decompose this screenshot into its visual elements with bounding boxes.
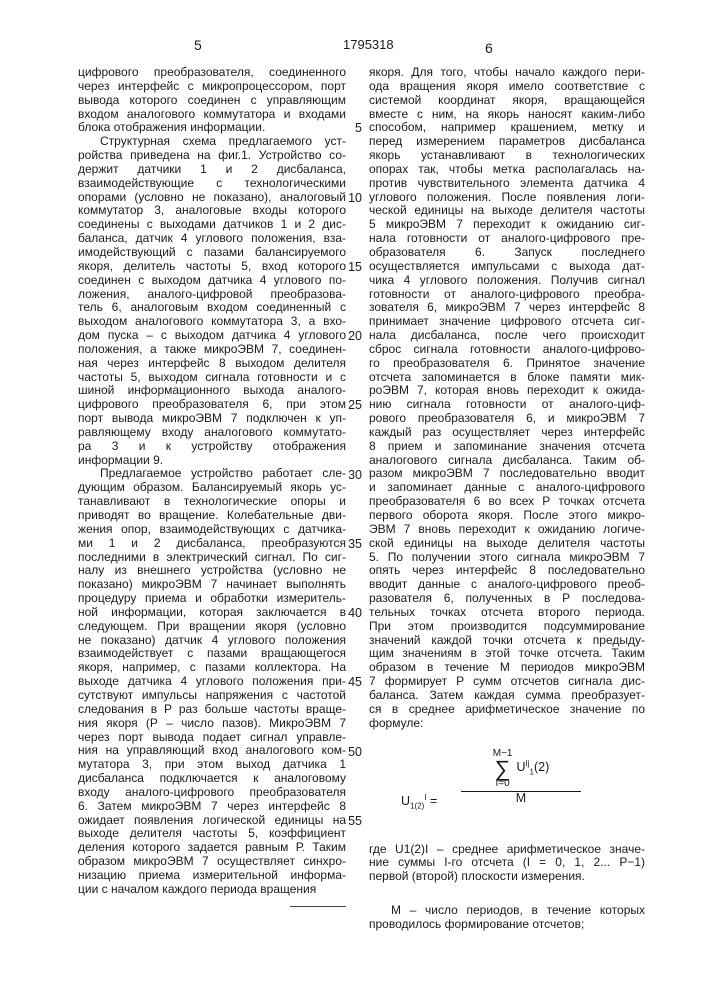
text-line: первой (второй) плоскости измерения. [369, 870, 645, 884]
text-line: следующем. При вращении якоря (условно [78, 620, 346, 634]
formula-superscript: I [424, 793, 426, 802]
text-line: образом микроЭВМ 7 осуществляет синхро- [78, 855, 346, 869]
text-line: деления которого задается равным Р. Таким [78, 841, 346, 855]
formula-numerator [461, 749, 581, 792]
text-line: образователя 6. Запуск последнего [369, 246, 645, 260]
text-line: взаимодействует с пазами вращающегося [78, 647, 346, 661]
text-line: якоря, например, с пазами коллектора. На [78, 661, 346, 675]
text-line: углового положения. После появления логи- [369, 191, 645, 205]
text-line: сброс сигнала готовности аналого-цифрово- [369, 343, 645, 357]
text-line: образом в течение М периодов микроЭВМ [369, 661, 645, 675]
text-line: ния якоря (Р – число пазов). МикроЭВМ 7 [78, 717, 346, 731]
column-end-rule [290, 906, 346, 907]
text-line: зователя 6, микроЭВМ 7 через интерфейс 8 [369, 301, 645, 315]
paragraph [78, 467, 346, 896]
text-line: шиной информационного выхода аналого- [78, 384, 346, 398]
line-number: 45 [344, 675, 362, 689]
text-line: ложения, аналого-цифровой преобразова- [78, 288, 346, 302]
text-line: Структурная схема предлагаемого уст- [78, 135, 346, 149]
text-line: вывода которого соединен с управляющим [78, 94, 346, 108]
text-line: рового преобразователя 6, и микроЭВМ 7 [369, 412, 645, 426]
text-line: разом микроЭВМ 7 последовательно вводит [369, 467, 645, 481]
text-line: последними в электрический сигнал. По сиг- [78, 551, 346, 565]
text-line: чика 4 углового положения. Получив сигнал [369, 274, 645, 288]
text-line: равляющему входу аналогового коммутато- [78, 426, 346, 440]
text-line: коммутатор 3, аналоговые входы которого [78, 204, 346, 218]
term-symbol: U [516, 760, 525, 774]
line-number: 55 [344, 814, 362, 828]
paragraph [78, 66, 346, 135]
text-line: показано) микроЭВМ 7 начинает выполнять [78, 578, 346, 592]
text-line: дующим образом. Балансируемый якорь ус- [78, 481, 346, 495]
formula-fraction [461, 749, 581, 806]
line-number: 20 [344, 329, 362, 343]
text-line: положения, а также микроЭВМ 7, соединен- [78, 343, 346, 357]
text-line: способом, например крашением, метку и [369, 121, 645, 135]
text-line: против чувствительного элемента датчика 4 [369, 177, 645, 191]
page-number-right: 6 [485, 40, 493, 56]
text-line: системой координат якоря, вращающейся [369, 94, 645, 108]
text-line: выходе датчика 4 углового положения при- [78, 675, 346, 689]
text-line: опорах так, чтобы метка располагалась на- [369, 163, 645, 177]
text-line: опорами (условно не показано), аналоговый [78, 191, 346, 205]
sum-operator [493, 749, 513, 789]
text-line: блока отображения информации. [78, 121, 346, 135]
line-number: 15 [344, 260, 362, 274]
sum-term [516, 757, 549, 780]
text-line: дом пуска – с выходом датчика 4 углового [78, 329, 346, 343]
text-line: нала дисбаланса, после чего происходит [369, 329, 645, 343]
text-line: вводит данные с аналого-цифрового преоб- [369, 578, 645, 592]
text-line: не показано) датчик 4 углового положения [78, 634, 346, 648]
line-number: 5 [344, 121, 362, 135]
text-line: 5 микроЭВМ 7 переходит к ожиданию сиг- [369, 218, 645, 232]
text-line: аналогового сигнала дисбаланса. Таким об- [369, 454, 645, 468]
text-line: принимает значение цифрового отсчета сиг- [369, 315, 645, 329]
text-line: через порт вывода подает сигнал управле- [78, 731, 346, 745]
text-line: входу аналого-цифрового преобразователя [78, 786, 346, 800]
text-line: имодействующий с пазами балансируемого [78, 246, 346, 260]
text-line: ра 3 и к устройству отображения [78, 440, 346, 454]
text-line: информации 9. [78, 454, 346, 468]
text-line: где U1(2)I – среднее арифметическое значе- [369, 843, 645, 857]
line-number: 35 [344, 537, 362, 551]
term-argument: (2) [534, 760, 549, 774]
text-line: ода вращения якоря имело соответствие с [369, 80, 645, 94]
term-superscript: Ij [526, 759, 530, 768]
sigma-symbol: ∑ [495, 759, 511, 779]
text-line: баланса, датчик 4 углового положения, вза- [78, 232, 346, 246]
text-line: приводят во вращение. Колебательные дви- [78, 509, 346, 523]
text-line: 8 прием и запоминание значения отсчета [369, 440, 645, 454]
formula-subscript: 1(2) [410, 801, 424, 810]
text-line: отсчета запоминается в блоке памяти мик- [369, 371, 645, 385]
text-line: При этом производится подсуммирование [369, 620, 645, 634]
text-line: жения опор, взаимодействующих с датчика- [78, 523, 346, 537]
text-line: взаимодействующие с технологическими [78, 177, 346, 191]
text-line: ми 1 и 2 дисбаланса, преобразуются [78, 537, 346, 551]
text-line: низацию приема измерительной информа- [78, 869, 346, 883]
text-line: ройства приведена на фиг.1. Устройство со- [78, 149, 346, 163]
text-line: ния на управляющий вход аналогового ком- [78, 744, 346, 758]
text-line: якорь устанавливают в технологических [369, 149, 645, 163]
right-text-column [369, 66, 645, 932]
page-number-left: 5 [194, 37, 202, 53]
text-line: 5. По получении этого сигнала микроЭВМ 7 [369, 551, 645, 565]
text-line: процедуру приема и обработки измеритель- [78, 592, 346, 606]
text-line: соединены с выходами датчиков 1 и 2 дис- [78, 218, 346, 232]
text-line: налу из внешнего устройства (условно не [78, 564, 346, 578]
text-line: 7 формирует Р сумм отсчетов сигнала дис- [369, 675, 645, 689]
text-line: тель 6, аналоговым входом соединенный с [78, 301, 346, 315]
term-subscript: 1 [530, 768, 534, 777]
line-number: 10 [344, 191, 362, 205]
text-line: перед измерением параметров дисбаланса [369, 135, 645, 149]
text-line: ние суммы I-го отсчета (I = 0, 1, 2... P−1) [369, 856, 645, 870]
text-line: щим значениям в этой точке отсчета. Таким [369, 647, 645, 661]
formula-lhs [401, 791, 437, 814]
text-line: преобразователя 6 во всех Р точках отсчета [369, 495, 645, 509]
text-line: цифрового преобразователя, соединенного [78, 66, 346, 80]
text-line: 6. Затем микроЭВМ 7 через интерфейс 8 [78, 800, 346, 814]
patent-number: 1795318 [343, 37, 394, 52]
text-line: входом аналогового коммутатора и входами [78, 108, 346, 122]
text-line: ожидает появления логической единицы на [78, 814, 346, 828]
text-line: роЭВМ 7, которая вновь переходит к ожида- [369, 384, 645, 398]
text-line: ной информации, которая заключается в [78, 606, 346, 620]
text-line: каждый раз осуществляет через интерфейс [369, 426, 645, 440]
line-number: 50 [344, 745, 362, 759]
text-line: выходе делителя частоты 5, коэффициент [78, 827, 346, 841]
text-line: опять через интерфейс 8 последовательно [369, 564, 645, 578]
text-line: цифрового преобразователя 6, при этом [78, 398, 346, 412]
paragraph [369, 66, 645, 731]
sum-upper-limit: M−1 [493, 749, 513, 759]
text-line: держит датчики 1 и 2 дисбаланса, [78, 163, 346, 177]
text-line: вместе с ним, на якорь наносят каким-либо [369, 108, 645, 122]
mean-formula [369, 731, 645, 843]
line-number: 25 [344, 398, 362, 412]
text-line: мутатора 3, при этом выход датчика 1 [78, 758, 346, 772]
text-line: якоря, делитель частоты 5, вход которого [78, 260, 346, 274]
text-line: М – число периодов, в течение которых [369, 904, 645, 918]
text-line: дисбаланса подключается к аналоговому [78, 772, 346, 786]
text-line: разователя 6, полученных в Р последова- [369, 592, 645, 606]
text-line: порт вывода микроЭВМ 7 подключен к уп- [78, 412, 346, 426]
text-line: первого оборота якоря. После этого микро- [369, 509, 645, 523]
text-line: нию сигнала готовности от аналого-циф- [369, 398, 645, 412]
text-line: сутствуют импульсы напряжения с частотой [78, 689, 346, 703]
text-line: танавливают в технологические опоры и [78, 495, 346, 509]
paragraph [369, 843, 645, 885]
paragraph [369, 904, 645, 932]
text-line: готовности от аналого-цифрового преобра- [369, 288, 645, 302]
text-line: через интерфейс с микропроцессором, порт [78, 80, 346, 94]
text-line: ской единицы на выходе делителя частоты [369, 537, 645, 551]
text-line: и запоминает данные с аналого-цифрового [369, 481, 645, 495]
text-line: ная через интерфейс 8 выходом делителя [78, 357, 346, 371]
text-line: частоты 5, выходом сигнала готовности и с [78, 371, 346, 385]
text-line: баланса. Затем каждая сумма преобразует- [369, 689, 645, 703]
left-text-column [78, 66, 346, 897]
text-line: значений каждой точки отсчета к предыду- [369, 634, 645, 648]
text-line: следования в Р раз больше частоты враще- [78, 703, 346, 717]
sum-lower-limit: I=0 [496, 779, 510, 789]
text-line: Предлагаемое устройство работает сле- [78, 467, 346, 481]
line-number: 30 [344, 468, 362, 482]
paragraph [78, 135, 346, 467]
formula-equals: = [430, 794, 437, 808]
text-line: го преобразователя 6. Принятое значение [369, 357, 645, 371]
formula-denominator: M [461, 792, 581, 806]
line-number: 40 [344, 606, 362, 620]
text-line: тельных точках отсчета второго периода. [369, 606, 645, 620]
text-line: ЭВМ 7 вновь переходит к ожиданию логиче- [369, 523, 645, 537]
formula-symbol: U [401, 794, 410, 808]
text-line: ся в среднее арифметическое значение по [369, 703, 645, 717]
text-line: ции с началом каждого периода вращения [78, 883, 346, 897]
text-line: формуле: [369, 717, 645, 731]
text-line: соединен с выходом датчика 4 углового по- [78, 274, 346, 288]
text-line: осуществляется импульсами с выхода дат- [369, 260, 645, 274]
text-line: якоря. Для того, чтобы начало каждого пери- [369, 66, 645, 80]
text-line: нала готовности от аналого-цифрового пре- [369, 232, 645, 246]
text-line: проводилось формирование отсчетов; [369, 918, 645, 932]
text-line: ческой единицы на выходе делителя частоты [369, 204, 645, 218]
text-line: выходом аналогового коммутатора 3, а вхо- [78, 315, 346, 329]
